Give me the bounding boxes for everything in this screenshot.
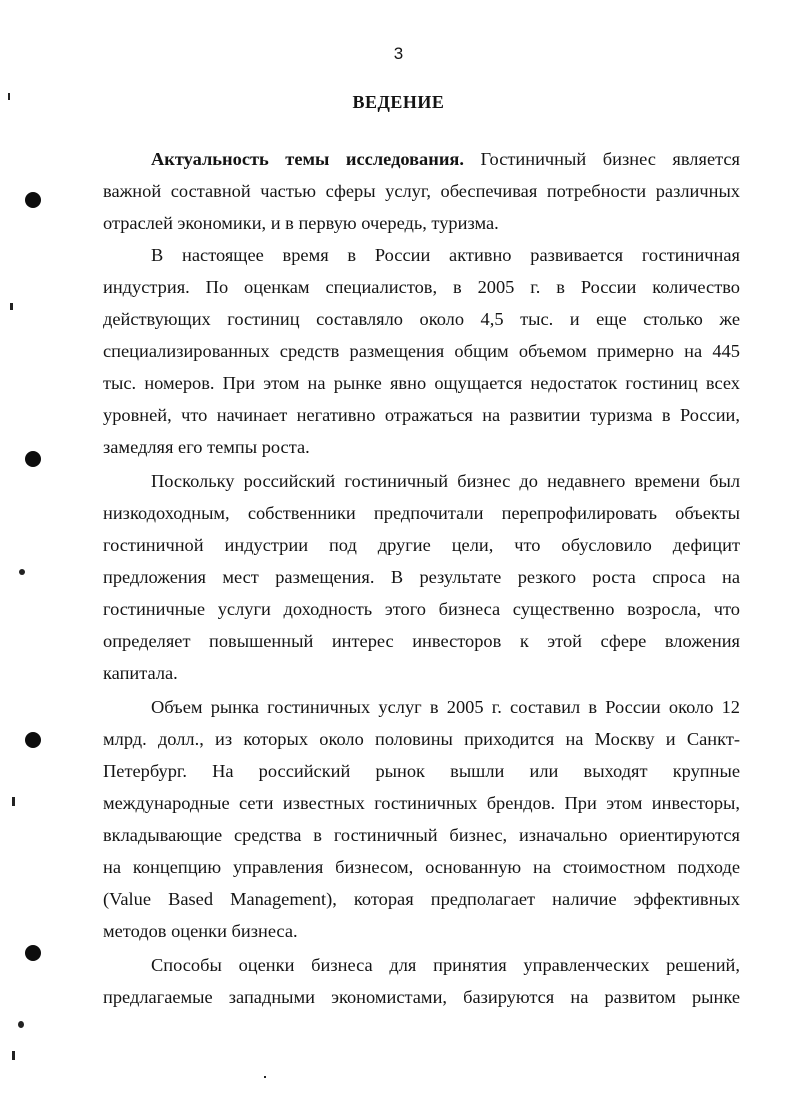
text-line: Поскольку российский гостиничный бизнес до недавнего времени был [151,471,740,491]
punch-hole-icon [25,945,41,961]
scan-speck-icon [19,569,25,575]
text-line: Способы оценки бизнеса для принятия управленческих решений, [151,955,740,975]
punch-hole-icon [25,451,41,467]
text-line: на концепцию управления бизнесом, основанную на стоимостном подходе [103,857,740,877]
scan-speck-icon [10,303,13,310]
text-line: уровней, что начинает негативно отражаться на развитии туризма в России, [103,405,740,425]
text-line: предложения мест размещения. В результате резкого роста спроса на [103,567,740,587]
scan-speck-icon [12,1051,15,1060]
page-number: 3 [393,44,404,63]
text-line: капитала. [103,663,178,683]
punch-hole-icon [25,192,41,208]
scan-speck-icon [8,93,10,100]
scan-speck-icon [264,1076,266,1078]
text-line: предлагаемые западными экономистами, базируются на развитом рынке [103,987,740,1007]
text-line: низкодоходным, собственники предпочитали перепрофилировать объекты [103,503,740,523]
scan-speck-icon [18,1021,24,1028]
text-line: гостиничной индустрии под другие цели, что обусловило дефицит [103,535,740,555]
text-line: млрд. долл., из которых около половины приходится на Москву и Санкт- [103,729,740,749]
page-title: ВЕДЕНИЕ [352,92,445,112]
text-line: важной составной частью сферы услуг, обеспечивая потребности различных [103,181,740,201]
text-line: международные сети известных гостиничных брендов. При этом инвесторы, [103,793,740,813]
text-line: отраслей экономики, и в первую очередь, туризма. [103,213,499,233]
text-line: замедляя его темпы роста. [103,437,310,457]
text-line: специализированных средств размещения общим объемом примерно на 445 [103,341,740,361]
text-line: гостиничные услуги доходность этого бизнеса существенно возросла, что [103,599,740,619]
text-line: (Value Based Management), которая предполагает наличие эффективных [103,889,740,909]
text-line [151,148,740,170]
text-line: вкладывающие средства в гостиничный бизнес, изначально ориентируются [103,825,740,845]
text-line: Петербург. На российский рынок вышли или выходят крупные [103,761,740,781]
text-bold: Актуальность темы исследования. [151,149,464,169]
text-run: Гостиничный бизнес является [463,149,740,169]
text-line: методов оценки бизнеса. [103,921,298,941]
text-line: действующих гостиниц составляло около 4,5 тыс. и еще столько же [103,309,740,329]
text-line: В настоящее время в России активно развивается гостиничная [151,245,740,265]
text-line: индустрия. По оценкам специалистов, в 2005 г. в России количество [103,277,740,297]
punch-hole-icon [25,732,41,748]
text-line: тыс. номеров. При этом на рынке явно ощущается недостаток гостиниц всех [103,373,740,393]
scan-speck-icon [12,797,15,806]
text-line: Объем рынка гостиничных услуг в 2005 г. составил в России около 12 [151,697,740,717]
text-line: определяет повышенный интерес инвесторов к этой сфере вложения [103,631,740,651]
